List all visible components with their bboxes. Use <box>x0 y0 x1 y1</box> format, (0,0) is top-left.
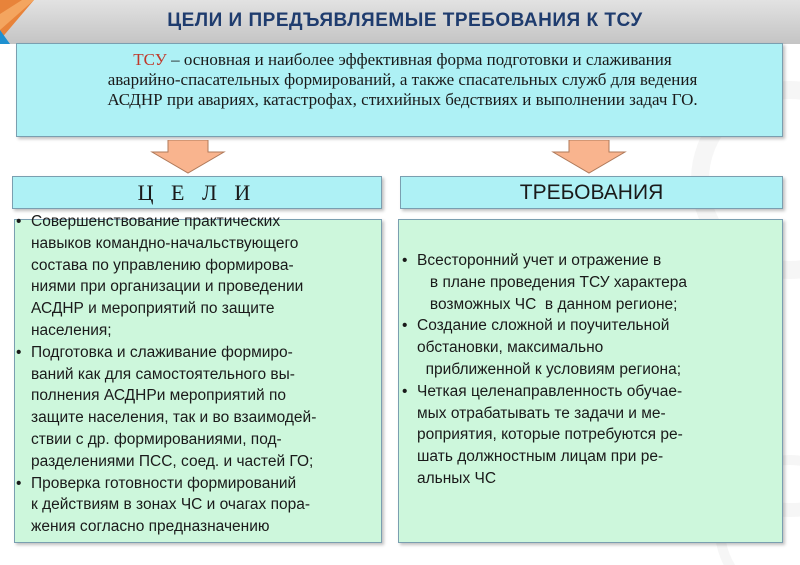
requirement-line: Всесторонний учет и отражение в <box>417 252 662 269</box>
goals-list <box>15 211 375 538</box>
bullet-icon: • <box>16 213 22 230</box>
requirement-line: возможных ЧС в данном регионе; <box>417 295 678 313</box>
requirements-heading: ТРЕБОВАНИЯ <box>400 176 783 209</box>
bullet-icon: • <box>16 343 22 361</box>
goal-line: ниями при организации и проведении <box>31 278 304 296</box>
definition-line-3: АСДНР при авариях, катастрофах, стихийных бедствиях и выполнении задач ГО. <box>107 90 698 109</box>
requirement-item-3 <box>401 381 781 490</box>
goal-line: состава по управлению формирова- <box>31 256 294 274</box>
goal-line: Подготовка и слаживание формиро- <box>31 343 293 361</box>
definition-text <box>45 50 760 110</box>
requirement-item-1 <box>401 250 781 315</box>
requirement-line: мых отрабатывать те задачи и ме- <box>417 404 666 422</box>
goal-item-1 <box>15 211 375 342</box>
goal-line: населения; <box>31 321 112 339</box>
requirement-line: обстановки, максимально <box>417 339 604 357</box>
goal-line: защите населения, так и во взаимодей- <box>31 409 317 427</box>
goal-line: разделениями ПСС, соед. и частей ГО; <box>31 452 314 470</box>
requirement-line: шать должностным лицам при ре- <box>417 448 664 466</box>
goal-item-3 <box>15 473 375 538</box>
requirement-line: приближенной к условиям региона; <box>417 360 682 378</box>
goal-line: Совершенствование практических <box>31 213 281 230</box>
goal-line: ваний как для самостоятельного вы- <box>31 365 295 383</box>
goal-line: навыков командно-начальствующего <box>31 234 299 252</box>
page-title: ЦЕЛИ И ПРЕДЪЯВЛЯЕМЫЕ ТРЕБОВАНИЯ К ТСУ <box>167 10 643 31</box>
requirement-line: в плане проведения ТСУ характера <box>417 273 688 291</box>
requirement-line: Создание сложной и поучительной <box>417 317 670 335</box>
goal-line: ствии с др. формированиями, под- <box>31 430 282 448</box>
down-arrow-right-icon <box>549 140 629 174</box>
requirement-line: Четкая целенаправленность обучае- <box>417 382 683 400</box>
corner-decoration-icon <box>0 0 40 44</box>
bullet-icon: • <box>402 382 408 400</box>
goal-line: Проверка готовности формирований <box>31 474 297 492</box>
bullet-icon: • <box>402 317 408 335</box>
title-bar <box>0 0 800 44</box>
goals-heading: Ц Е Л И <box>12 176 382 209</box>
requirements-list <box>401 250 781 490</box>
definition-line-2: аварийно-спасательных формирований, а также спасательных служб для ведения <box>107 70 698 89</box>
definition-line-1: – основная и наиболее эффективная форма подготовки и слаживания <box>166 50 672 69</box>
goal-line: полнения АСДНРи мероприятий по <box>31 387 286 405</box>
requirement-line: альных ЧС <box>417 469 497 487</box>
requirement-item-2 <box>401 315 781 380</box>
down-arrow-left-icon <box>148 140 228 174</box>
goal-line: АСДНР и мероприятий по защите <box>31 300 275 318</box>
bullet-icon: • <box>16 474 22 492</box>
goals-panel <box>14 213 382 543</box>
bullet-icon: • <box>402 252 408 269</box>
definition-term: ТСУ <box>133 50 167 69</box>
goal-line: к действиям в зонах ЧС и очагах пора- <box>31 496 311 514</box>
goal-line: жения согласно предназначению <box>31 518 270 536</box>
requirement-line: роприятия, которые потребуются ре- <box>417 426 683 444</box>
goal-item-2 <box>15 342 375 473</box>
requirements-panel <box>398 219 783 543</box>
definition-box <box>16 43 783 137</box>
